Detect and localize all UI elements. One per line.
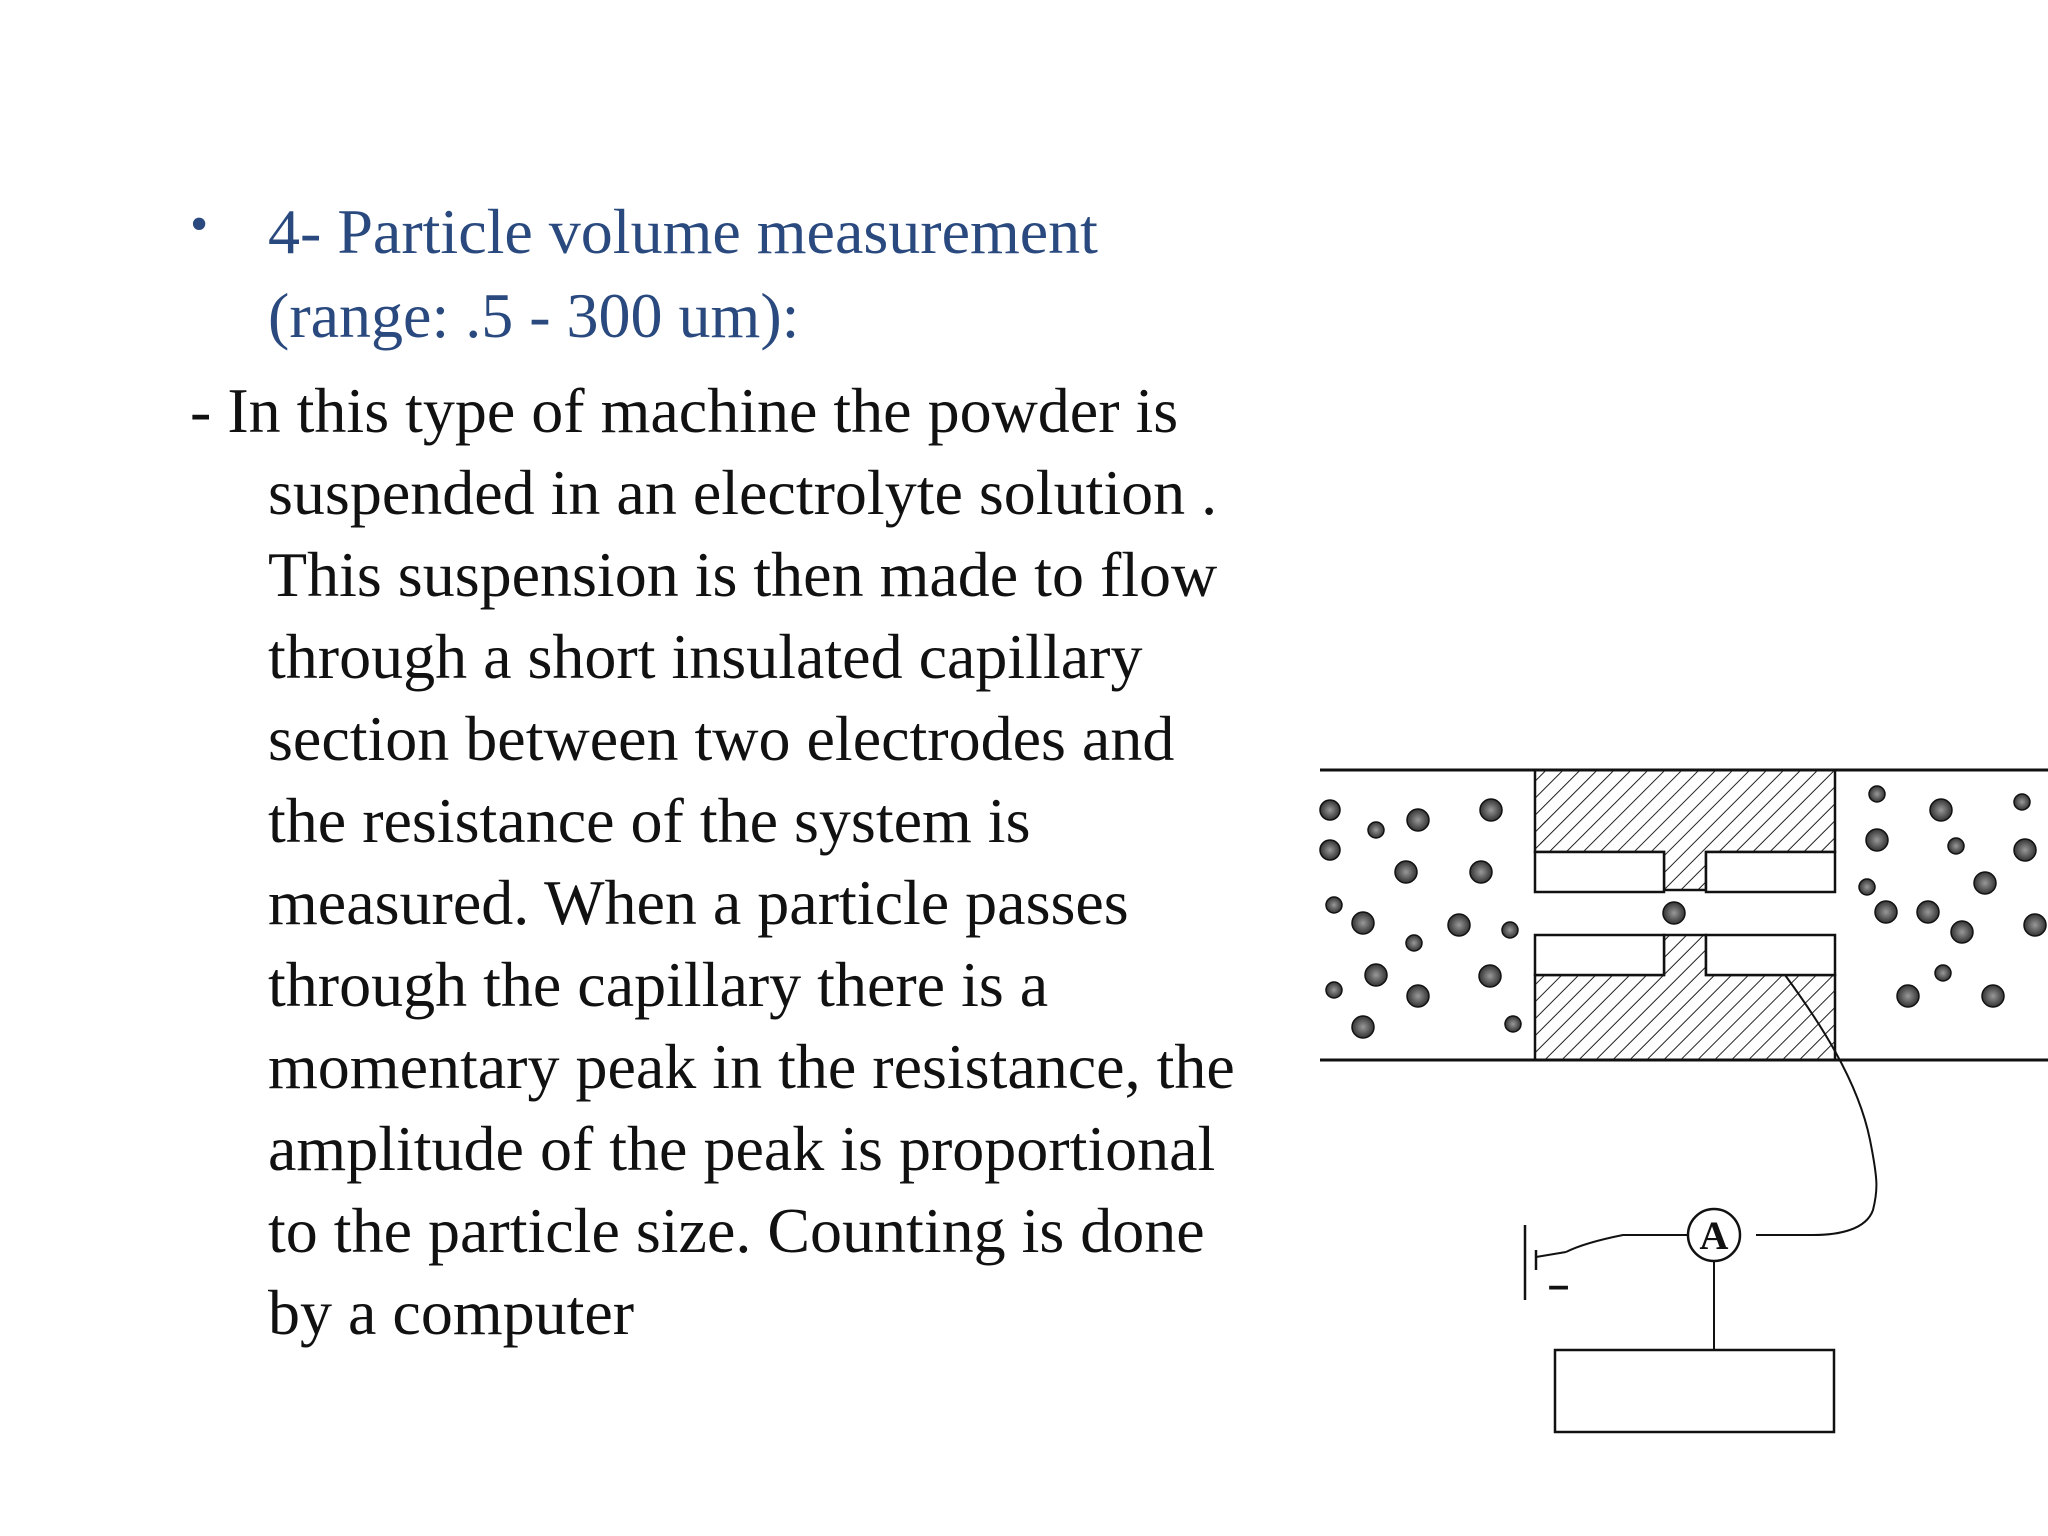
diagram-svg <box>1318 760 2048 1440</box>
body-line: amplitude of the peak is proportional <box>268 1113 1216 1184</box>
heading-line-1: 4- Particle volume measurement <box>268 196 1098 267</box>
ammeter-label: A <box>1699 1213 1729 1258</box>
body-line: by a computer <box>268 1277 635 1348</box>
upper-insulator <box>1535 770 1835 892</box>
body-line: section between two electrodes and <box>268 703 1175 774</box>
particle-in-capillary <box>1663 902 1685 924</box>
body-line: through the capillary there is a <box>268 949 1049 1020</box>
body-line: the resistance of the system is <box>268 785 1031 856</box>
body-line: momentary peak in the resistance, the <box>268 1031 1235 1102</box>
ammeter-icon <box>1688 1209 1740 1261</box>
counter-box <box>1555 1350 1834 1432</box>
negative-sign: – <box>1548 1265 1570 1307</box>
heading-line-2: (range: .5 - 300 um): <box>268 280 800 351</box>
heading-text <box>268 190 1318 358</box>
body-line: measured. When a particle passes <box>268 867 1129 938</box>
battery-wire <box>1566 1235 1688 1252</box>
left-particles <box>1320 799 1521 1038</box>
body-line: to the particle size. Counting is done <box>268 1195 1205 1266</box>
body-line: - In this type of machine the powder is <box>190 375 1179 446</box>
bullet-marker: • <box>190 196 209 253</box>
right-particles <box>1859 786 2046 1007</box>
body-line: through a short insulated capillary <box>268 621 1143 692</box>
body-line: suspended in an electrolyte solution . <box>268 457 1218 528</box>
coulter-counter-diagram <box>1318 760 2048 1440</box>
lower-insulator <box>1535 935 1835 1060</box>
body-line: This suspension is then made to flow <box>268 539 1218 610</box>
body-paragraph <box>190 370 1320 1354</box>
